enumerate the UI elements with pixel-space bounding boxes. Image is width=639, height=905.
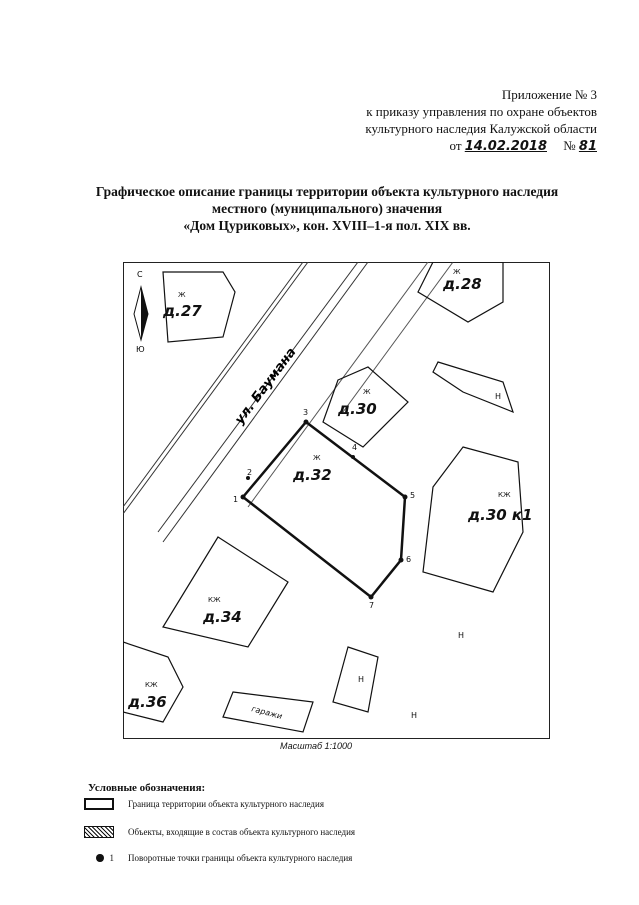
- appendix-date-line: [365, 137, 597, 155]
- d27-label: д.27: [163, 302, 202, 320]
- d30-label: д.30: [338, 400, 377, 418]
- street-label: ул. Баумана: [232, 345, 300, 428]
- document-title: [60, 183, 594, 234]
- legend-item-3-num: 1: [109, 853, 114, 863]
- d30k1-label: д.30 к1: [468, 506, 533, 524]
- appendix-line-2: к приказу управления по охране объектов: [366, 104, 597, 119]
- title-line-3: «Дом Цуриковых», кон. XVIII–1-я пол. XIX вв.: [183, 218, 471, 233]
- date-value: 14.02.2018: [464, 139, 547, 154]
- point-6: 6: [406, 555, 412, 564]
- d36-label: д.36: [128, 693, 167, 711]
- n-label-4: Н: [411, 711, 418, 720]
- legend-item-objects: [84, 826, 355, 838]
- d34-label: д.34: [203, 608, 242, 626]
- site-plan-map: [123, 262, 550, 739]
- compass-south: Ю: [136, 345, 145, 354]
- legend-item-2-text: Объекты, входящие в состав объекта культурного наследия: [128, 827, 356, 837]
- n-label-3: Н: [358, 675, 365, 684]
- hatch-symbol-icon: [84, 826, 114, 838]
- legend-item-points: [84, 853, 352, 863]
- title-line-2: местного (муниципального) значения: [211, 201, 443, 216]
- d28-type: Ж: [453, 268, 461, 276]
- point-symbol: [84, 853, 114, 863]
- legend-title: Условные обозначения:: [88, 782, 206, 794]
- scale-label: Масштаб 1:1000: [280, 741, 353, 751]
- point-dot-icon: [96, 854, 104, 862]
- appendix-line-1: Приложение № 3: [501, 87, 597, 102]
- d30k1-type: КЖ: [498, 491, 511, 499]
- compass-north: С: [137, 270, 143, 279]
- number-prefix: №: [563, 138, 576, 153]
- point-3: 3: [303, 408, 309, 417]
- point-7: 7: [369, 601, 375, 610]
- boundary-symbol-icon: [84, 798, 114, 810]
- d27-type: Ж: [178, 291, 186, 299]
- legend-item-1-text: Граница территории объекта культурного наследия: [128, 799, 324, 809]
- garages-label: гаражи: [250, 704, 284, 722]
- point-5: 5: [410, 491, 416, 500]
- point-1: 1: [233, 495, 239, 504]
- d36-type: КЖ: [145, 681, 158, 689]
- d32-label: д.32: [293, 466, 332, 484]
- point-4: 4: [352, 443, 358, 452]
- point-2: 2: [247, 468, 253, 477]
- n-label-1: Н: [495, 392, 502, 401]
- d34-type: КЖ: [208, 596, 221, 604]
- appendix-header: [365, 86, 597, 155]
- number-value: 81: [578, 139, 597, 154]
- legend-item-boundary: [84, 798, 324, 810]
- date-prefix: от: [449, 138, 462, 153]
- d32-type: Ж: [313, 454, 321, 462]
- appendix-line-3: культурного наследия Калужской области: [365, 121, 597, 136]
- d28-label: д.28: [443, 275, 482, 293]
- n-label-2: Н: [458, 631, 465, 640]
- map-frame: [124, 263, 550, 739]
- legend-item-3-text: Поворотные точки границы объекта культурного наследия: [128, 853, 353, 863]
- title-line-1: Графическое описание границы территории объекта культурного наследия: [95, 184, 559, 199]
- d30-type: Ж: [363, 388, 371, 396]
